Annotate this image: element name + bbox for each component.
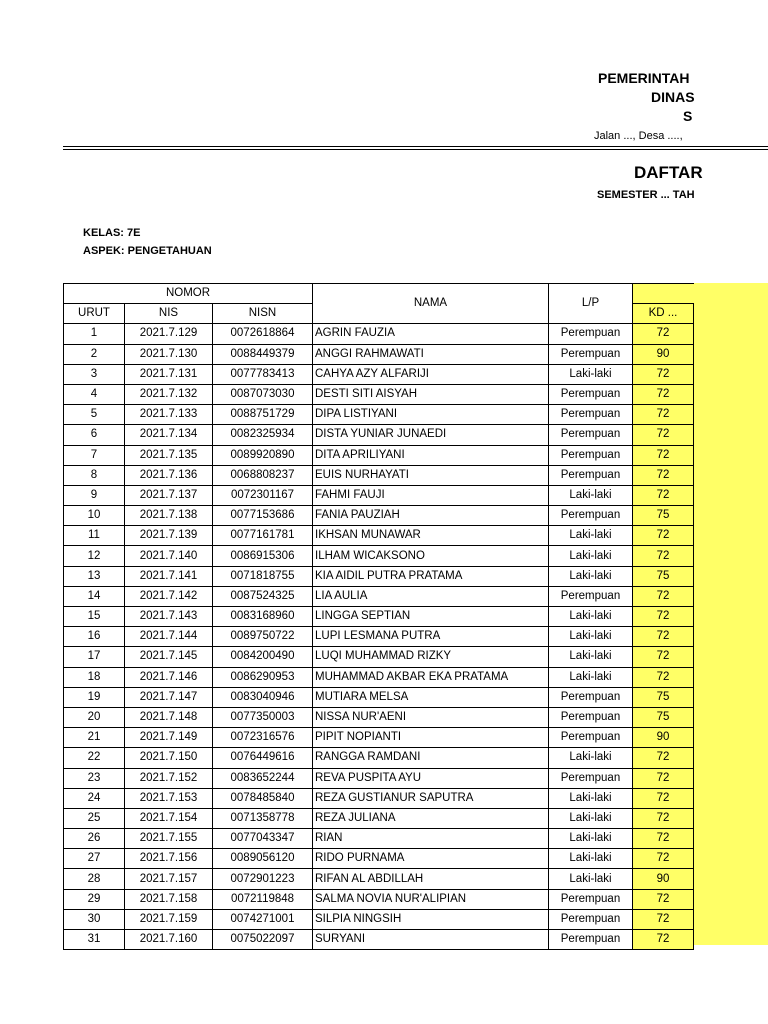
cell-kd-grade: 72 [633, 465, 694, 485]
table-row [64, 344, 694, 364]
cell-nis: 2021.7.150 [125, 748, 213, 768]
student-rows [64, 324, 694, 950]
cell-nama: DESTI SITI AISYAH [313, 384, 549, 404]
table-row [64, 909, 694, 929]
table-row [64, 808, 694, 828]
cell-kd-grade: 90 [633, 728, 694, 748]
address-line: Jalan ..., Desa ...., [594, 130, 683, 142]
cell-nisn: 0088449379 [213, 344, 313, 364]
cell-lp: Laki-laki [549, 647, 633, 667]
cell-urut: 5 [64, 405, 125, 425]
cell-urut: 17 [64, 647, 125, 667]
cell-kd-grade: 75 [633, 687, 694, 707]
cell-lp: Laki-laki [549, 849, 633, 869]
cell-nama: SURYANI [313, 930, 549, 950]
cell-nis: 2021.7.136 [125, 465, 213, 485]
cell-nis: 2021.7.155 [125, 829, 213, 849]
cell-nis: 2021.7.132 [125, 384, 213, 404]
cell-urut: 23 [64, 768, 125, 788]
cell-nis: 2021.7.141 [125, 566, 213, 586]
cell-kd-grade: 75 [633, 707, 694, 727]
class-label: KELAS: 7E [83, 227, 141, 239]
table-row [64, 849, 694, 869]
cell-nisn: 0072618864 [213, 324, 313, 344]
cell-urut: 11 [64, 526, 125, 546]
cell-urut: 10 [64, 506, 125, 526]
cell-nama: CAHYA AZY ALFARIJI [313, 364, 549, 384]
cell-nis: 2021.7.145 [125, 647, 213, 667]
header-nis: NIS [125, 304, 213, 324]
cell-lp: Laki-laki [549, 788, 633, 808]
header-kd: KD ... [633, 304, 694, 324]
cell-nisn: 0089750722 [213, 627, 313, 647]
cell-nama: RANGGA RAMDANI [313, 748, 549, 768]
cell-kd-grade: 72 [633, 829, 694, 849]
cell-nisn: 0076449616 [213, 748, 313, 768]
cell-nama: MUHAMMAD AKBAR EKA PRATAMA [313, 667, 549, 687]
cell-lp: Perempuan [549, 344, 633, 364]
cell-nisn: 0078485840 [213, 788, 313, 808]
cell-urut: 7 [64, 445, 125, 465]
table-row [64, 546, 694, 566]
header-nisn: NISN [213, 304, 313, 324]
cell-urut: 3 [64, 364, 125, 384]
cell-nama: NISSA NUR'AENI [313, 707, 549, 727]
cell-nis: 2021.7.143 [125, 607, 213, 627]
cell-nis: 2021.7.149 [125, 728, 213, 748]
cell-nisn: 0075022097 [213, 930, 313, 950]
cell-nama: DIPA LISTIYANI [313, 405, 549, 425]
cell-nama: IKHSAN MUNAWAR [313, 526, 549, 546]
cell-kd-grade: 72 [633, 788, 694, 808]
cell-nama: ANGGI RAHMAWATI [313, 344, 549, 364]
table-row [64, 526, 694, 546]
cell-kd-grade: 72 [633, 889, 694, 909]
cell-lp: Laki-laki [549, 566, 633, 586]
cell-nisn: 0077153686 [213, 506, 313, 526]
cell-urut: 14 [64, 586, 125, 606]
cell-urut: 22 [64, 748, 125, 768]
cell-nis: 2021.7.160 [125, 930, 213, 950]
cell-nis: 2021.7.129 [125, 324, 213, 344]
cell-nis: 2021.7.140 [125, 546, 213, 566]
cell-urut: 20 [64, 707, 125, 727]
cell-urut: 6 [64, 425, 125, 445]
cell-nama: PIPIT NOPIANTI [313, 728, 549, 748]
cell-kd-grade: 75 [633, 506, 694, 526]
cell-nama: FAHMI FAUJI [313, 485, 549, 505]
cell-lp: Laki-laki [549, 526, 633, 546]
cell-nama: FANIA PAUZIAH [313, 506, 549, 526]
cell-nisn: 0077783413 [213, 364, 313, 384]
cell-nis: 2021.7.146 [125, 667, 213, 687]
government-header: PEMERINTAH [598, 70, 690, 86]
table-row [64, 324, 694, 344]
cell-nisn: 0068808237 [213, 465, 313, 485]
cell-kd-grade: 72 [633, 667, 694, 687]
cell-urut: 18 [64, 667, 125, 687]
table-row [64, 869, 694, 889]
cell-kd-grade: 72 [633, 627, 694, 647]
cell-lp: Perempuan [549, 930, 633, 950]
cell-urut: 9 [64, 485, 125, 505]
cell-lp: Laki-laki [549, 829, 633, 849]
table-row [64, 768, 694, 788]
cell-nisn: 0077350003 [213, 707, 313, 727]
cell-kd-grade: 72 [633, 909, 694, 929]
cell-kd-grade: 72 [633, 768, 694, 788]
table-row [64, 627, 694, 647]
cell-lp: Perempuan [549, 889, 633, 909]
cell-nis: 2021.7.158 [125, 889, 213, 909]
cell-nisn: 0083168960 [213, 607, 313, 627]
cell-urut: 8 [64, 465, 125, 485]
cell-nis: 2021.7.144 [125, 627, 213, 647]
cell-nisn: 0084200490 [213, 647, 313, 667]
cell-nis: 2021.7.139 [125, 526, 213, 546]
cell-kd-grade: 90 [633, 869, 694, 889]
table-row [64, 506, 694, 526]
table-row [64, 829, 694, 849]
cell-nama: ILHAM WICAKSONO [313, 546, 549, 566]
cell-urut: 26 [64, 829, 125, 849]
cell-urut: 13 [64, 566, 125, 586]
cell-lp: Perempuan [549, 506, 633, 526]
cell-nama: LUQI MUHAMMAD RIZKY [313, 647, 549, 667]
cell-nisn: 0087524325 [213, 586, 313, 606]
cell-lp: Laki-laki [549, 627, 633, 647]
table-row [64, 930, 694, 950]
cell-lp: Perempuan [549, 707, 633, 727]
table-row [64, 788, 694, 808]
header-nomor: NOMOR [64, 284, 313, 304]
table-row [64, 586, 694, 606]
cell-urut: 25 [64, 808, 125, 828]
cell-nama: REVA PUSPITA AYU [313, 768, 549, 788]
cell-urut: 1 [64, 324, 125, 344]
cell-urut: 31 [64, 930, 125, 950]
table-row [64, 667, 694, 687]
cell-nisn: 0072316576 [213, 728, 313, 748]
cell-nama: DISTA YUNIAR JUNAEDI [313, 425, 549, 445]
cell-nis: 2021.7.137 [125, 485, 213, 505]
cell-kd-grade: 75 [633, 566, 694, 586]
cell-kd-grade: 72 [633, 748, 694, 768]
cell-nama: DITA APRILIYANI [313, 445, 549, 465]
cell-kd-grade: 72 [633, 324, 694, 344]
cell-kd-grade: 72 [633, 647, 694, 667]
cell-nama: KIA AIDIL PUTRA PRATAMA [313, 566, 549, 586]
cell-kd-grade: 72 [633, 607, 694, 627]
cell-nis: 2021.7.147 [125, 687, 213, 707]
cell-nisn: 0089920890 [213, 445, 313, 465]
cell-kd-grade: 72 [633, 526, 694, 546]
cell-nis: 2021.7.157 [125, 869, 213, 889]
cell-lp: Laki-laki [549, 667, 633, 687]
cell-urut: 24 [64, 788, 125, 808]
cell-nama: AGRIN FAUZIA [313, 324, 549, 344]
cell-lp: Perempuan [549, 324, 633, 344]
cell-urut: 2 [64, 344, 125, 364]
document-title: DAFTAR [634, 163, 703, 182]
cell-nama: MUTIARA MELSA [313, 687, 549, 707]
cell-nama: EUIS NURHAYATI [313, 465, 549, 485]
table-row [64, 384, 694, 404]
table-row [64, 728, 694, 748]
header-divider-bottom [63, 149, 768, 150]
header-urut: URUT [64, 304, 125, 324]
cell-lp: Laki-laki [549, 485, 633, 505]
cell-nisn: 0086290953 [213, 667, 313, 687]
cell-lp: Laki-laki [549, 607, 633, 627]
cell-nis: 2021.7.148 [125, 707, 213, 727]
cell-kd-grade: 72 [633, 425, 694, 445]
header-divider-top [63, 146, 768, 147]
semester-label: SEMESTER ... TAH [597, 189, 695, 201]
cell-kd-grade: 90 [633, 344, 694, 364]
cell-nisn: 0074271001 [213, 909, 313, 929]
cell-lp: Perempuan [549, 425, 633, 445]
cell-lp: Perempuan [549, 465, 633, 485]
cell-nisn: 0072301167 [213, 485, 313, 505]
cell-urut: 15 [64, 607, 125, 627]
cell-nisn: 0082325934 [213, 425, 313, 445]
cell-nisn: 0077161781 [213, 526, 313, 546]
cell-nisn: 0077043347 [213, 829, 313, 849]
table-row [64, 405, 694, 425]
cell-nisn: 0089056120 [213, 849, 313, 869]
table-row [64, 566, 694, 586]
cell-nama: RIAN [313, 829, 549, 849]
cell-lp: Perempuan [549, 728, 633, 748]
cell-nisn: 0088751729 [213, 405, 313, 425]
cell-nis: 2021.7.142 [125, 586, 213, 606]
cell-kd-grade: 72 [633, 586, 694, 606]
table-row [64, 889, 694, 909]
cell-lp: Perempuan [549, 586, 633, 606]
cell-urut: 12 [64, 546, 125, 566]
table-row [64, 707, 694, 727]
cell-nama: SALMA NOVIA NUR'ALIPIAN [313, 889, 549, 909]
cell-nis: 2021.7.134 [125, 425, 213, 445]
cell-nisn: 0072119848 [213, 889, 313, 909]
cell-urut: 27 [64, 849, 125, 869]
cell-nama: LIA AULIA [313, 586, 549, 606]
aspect-label: ASPEK: PENGETAHUAN [83, 245, 212, 257]
cell-nis: 2021.7.159 [125, 909, 213, 929]
cell-lp: Laki-laki [549, 869, 633, 889]
cell-urut: 29 [64, 889, 125, 909]
cell-lp: Laki-laki [549, 748, 633, 768]
cell-kd-grade: 72 [633, 384, 694, 404]
cell-nisn: 0072901223 [213, 869, 313, 889]
cell-lp: Perempuan [549, 909, 633, 929]
cell-nama: REZA JULIANA [313, 808, 549, 828]
cell-kd-grade: 72 [633, 930, 694, 950]
header-kd-group [633, 284, 694, 304]
cell-nama: REZA GUSTIANUR SAPUTRA [313, 788, 549, 808]
cell-kd-grade: 72 [633, 364, 694, 384]
cell-nisn: 0071358778 [213, 808, 313, 828]
cell-kd-grade: 72 [633, 445, 694, 465]
cell-nis: 2021.7.154 [125, 808, 213, 828]
cell-kd-grade: 72 [633, 405, 694, 425]
table-row [64, 425, 694, 445]
student-grade-table [63, 283, 694, 950]
cell-lp: Perempuan [549, 445, 633, 465]
cell-urut: 16 [64, 627, 125, 647]
header-nama: NAMA [313, 284, 549, 324]
cell-urut: 21 [64, 728, 125, 748]
cell-nisn: 0071818755 [213, 566, 313, 586]
cell-nama: SILPIA NINGSIH [313, 909, 549, 929]
table-row [64, 687, 694, 707]
cell-nisn: 0087073030 [213, 384, 313, 404]
cell-nisn: 0083652244 [213, 768, 313, 788]
cell-urut: 4 [64, 384, 125, 404]
cell-lp: Perempuan [549, 405, 633, 425]
cell-lp: Perempuan [549, 384, 633, 404]
cell-nama: LINGGA SEPTIAN [313, 607, 549, 627]
school-header: S [683, 108, 693, 124]
cell-urut: 19 [64, 687, 125, 707]
table-row [64, 364, 694, 384]
cell-nis: 2021.7.133 [125, 405, 213, 425]
cell-nis: 2021.7.138 [125, 506, 213, 526]
cell-nama: LUPI LESMANA PUTRA [313, 627, 549, 647]
cell-nisn: 0083040946 [213, 687, 313, 707]
table-row [64, 748, 694, 768]
cell-lp: Laki-laki [549, 808, 633, 828]
table-row [64, 445, 694, 465]
table-row [64, 607, 694, 627]
cell-nama: RIDO PURNAMA [313, 849, 549, 869]
cell-nis: 2021.7.131 [125, 364, 213, 384]
cell-lp: Laki-laki [549, 546, 633, 566]
cell-nis: 2021.7.152 [125, 768, 213, 788]
cell-lp: Perempuan [549, 768, 633, 788]
cell-nisn: 0086915306 [213, 546, 313, 566]
cell-nis: 2021.7.153 [125, 788, 213, 808]
table-row [64, 647, 694, 667]
cell-nis: 2021.7.135 [125, 445, 213, 465]
cell-urut: 28 [64, 869, 125, 889]
cell-nis: 2021.7.156 [125, 849, 213, 869]
table-row [64, 485, 694, 505]
cell-kd-grade: 72 [633, 546, 694, 566]
cell-kd-grade: 72 [633, 808, 694, 828]
agency-header: DINAS [651, 89, 695, 105]
cell-kd-grade: 72 [633, 485, 694, 505]
cell-kd-grade: 72 [633, 849, 694, 869]
cell-nama: RIFAN AL ABDILLAH [313, 869, 549, 889]
header-lp: L/P [549, 284, 633, 324]
cell-nis: 2021.7.130 [125, 344, 213, 364]
cell-lp: Laki-laki [549, 364, 633, 384]
table-row [64, 465, 694, 485]
cell-lp: Perempuan [549, 687, 633, 707]
cell-urut: 30 [64, 909, 125, 929]
